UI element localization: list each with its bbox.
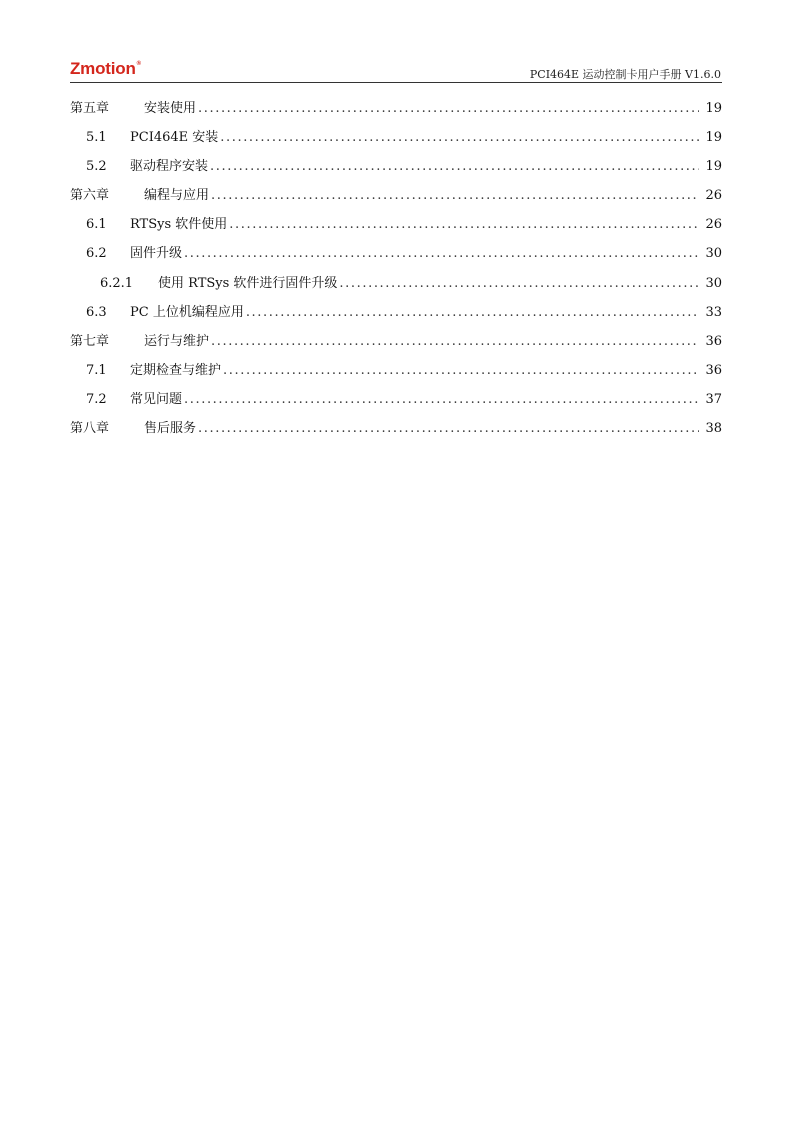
- header-divider: [70, 82, 722, 83]
- toc-entry-6-3[interactable]: [70, 298, 722, 327]
- toc-entry-6-1[interactable]: [70, 210, 722, 239]
- toc-leader-dots: [198, 414, 699, 443]
- toc-number: 第五章: [70, 101, 110, 116]
- toc-leader-dots: [184, 385, 699, 414]
- toc-title: 运行与维护: [144, 333, 210, 349]
- toc-entry-chapter-7[interactable]: [70, 327, 722, 356]
- toc-page-number: 37: [705, 391, 722, 407]
- toc-leader-dots: [229, 210, 699, 239]
- toc-leader-dots: [198, 94, 699, 123]
- toc-number: 5.1: [86, 130, 107, 146]
- toc-number: 7.2: [86, 391, 107, 407]
- toc-page-number: 19: [705, 159, 722, 175]
- toc-number: 第八章: [70, 421, 110, 437]
- toc-leader-dots: [210, 152, 699, 181]
- toc-number: 第六章: [70, 188, 110, 204]
- toc-title: PCI464E 安装: [130, 130, 219, 146]
- toc-page-number: 19: [705, 130, 722, 146]
- toc-number: 6.3: [86, 304, 107, 320]
- toc-page-number: 38: [705, 421, 722, 437]
- toc-page-number: 33: [705, 304, 722, 320]
- toc-entry-chapter-5[interactable]: [70, 94, 722, 123]
- toc-leader-dots: [246, 298, 700, 327]
- toc-entry-chapter-8[interactable]: [70, 414, 722, 443]
- toc-entry-5-1[interactable]: [70, 123, 722, 152]
- toc-number: 第七章: [70, 333, 110, 349]
- toc-number: 6.2.1: [100, 275, 134, 291]
- toc-page-number: 26: [705, 188, 722, 204]
- toc-page-number: 36: [705, 333, 722, 349]
- toc-page-number: 30: [705, 275, 722, 291]
- toc-number: 6.1: [86, 217, 107, 233]
- toc-number: 6.2: [86, 246, 107, 262]
- toc-page-number: 36: [705, 362, 722, 378]
- toc-entry-5-2[interactable]: [70, 152, 722, 181]
- toc-number: 5.2: [86, 159, 107, 175]
- toc-leader-dots: [223, 356, 699, 385]
- toc-leader-dots: [220, 123, 699, 152]
- toc-entry-6-2[interactable]: [70, 239, 722, 268]
- header-title: PCI464E 运动控制卡用户手册 V1.6.0: [529, 68, 721, 81]
- toc-title: 常见问题: [130, 391, 183, 407]
- toc-page-number: 26: [705, 217, 722, 233]
- toc-entry-6-2-1[interactable]: [70, 269, 722, 298]
- toc-title: 驱动程序安装: [130, 159, 209, 175]
- toc-entry-chapter-6[interactable]: [70, 181, 722, 210]
- toc-leader-dots: [211, 181, 699, 210]
- toc-title: 安装使用: [144, 101, 197, 116]
- toc-page-number: 19: [705, 101, 722, 116]
- toc-title: PC 上位机编程应用: [130, 304, 244, 320]
- toc-title: 编程与应用: [144, 188, 210, 204]
- toc-title: RTSys 软件使用: [130, 217, 228, 233]
- toc-title: 售后服务: [144, 421, 197, 437]
- toc-leader-dots: [184, 239, 699, 268]
- toc-title: 固件升级: [130, 246, 183, 262]
- toc-page-number: 30: [705, 246, 722, 262]
- table-of-contents: [70, 94, 722, 443]
- toc-entry-7-2[interactable]: [70, 385, 722, 414]
- registered-mark: ®: [136, 61, 141, 67]
- company-logo: [70, 59, 141, 79]
- logo-text: Zmotion: [70, 59, 136, 78]
- toc-title: 使用 RTSys 软件进行固件升级: [158, 275, 338, 291]
- toc-entry-7-1[interactable]: [70, 356, 722, 385]
- toc-leader-dots: [339, 269, 699, 298]
- toc-title: 定期检查与维护: [130, 362, 222, 378]
- toc-leader-dots: [211, 327, 699, 356]
- toc-number: 7.1: [86, 362, 107, 378]
